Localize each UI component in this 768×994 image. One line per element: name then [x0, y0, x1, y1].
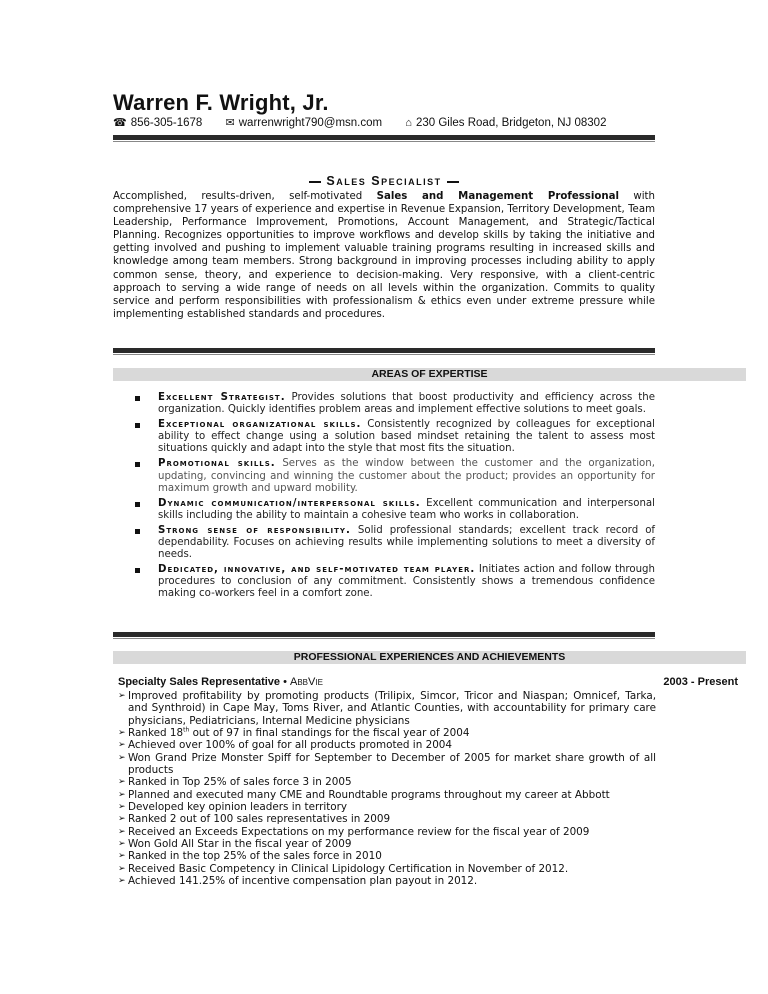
expertise-item: Excellent Strategist. Provides solutions that boost productivity and efficiency across the organization. Quickly identifies problem areas and implement effective solutions to meet goals. — [113, 392, 655, 416]
arrow-bullet-icon: ➢ — [118, 752, 126, 763]
company-name: AbbVie — [290, 676, 323, 688]
title-dash-right — [447, 181, 459, 183]
arrow-bullet-icon: ➢ — [118, 876, 126, 887]
phone-number: 856-305-1678 — [130, 117, 203, 129]
list-item: ➢ Ranked 18th out of 97 in final standings for the fiscal year of 2004 — [118, 726, 470, 740]
list-item: ➢ Planned and executed many CME and Roundtable programs throughout my career at Abbott — [118, 788, 610, 801]
candidate-name: Warren F. Wright, Jr. — [113, 90, 329, 115]
list-item: ➢ Achieved 141.25% of incentive compensation plan payout in 2012. — [118, 875, 478, 888]
phone-icon: ☎ — [113, 117, 127, 129]
list-item: ➢ Ranked in Top 25% of sales force 3 in 2005 — [118, 776, 352, 789]
list-item: ➢ Received an Exceeds Expectations on my performance review for the fiscal year of 2009 — [118, 825, 590, 838]
arrow-bullet-icon: ➢ — [118, 789, 126, 800]
expertise-item: Strong sense of responsibility. Solid professional standards; excellent track record of dependability. Focuses on achieving results while implementing solutions to meet a diversity of needs. — [113, 525, 655, 561]
job-title: Specialty Sales Representative — [118, 676, 281, 688]
title-dash-left — [309, 181, 321, 183]
list-item: ➢ Improved profitability by promoting products (Trilipix, Simcor, Tricor and Niaspan; Omnicef, Tarka, and Synthroid) in Cape May, Toms River, and Atlantic Counties, with accountability for primary care physicians, Pediatricians, Internal Medicine physicians — [118, 690, 656, 727]
list-item: ➢ Received Basic Competency in Clinical Lipidology Certification in November of 2012. — [118, 862, 569, 875]
list-item: ➢ Ranked 2 out of 100 sales representatives in 2009 — [118, 813, 391, 826]
job-dates: 2003 - Present — [663, 676, 738, 688]
street-address: 230 Giles Road, Bridgeton, NJ 08302 — [415, 117, 607, 129]
arrow-bullet-icon: ➢ — [118, 691, 126, 701]
expertise-item: Dedicated, innovative, and self-motivated team player. Initiates action and follow through procedures to conclusion of any commitment. Consistently shows a tremendous confidence making co-workers feel in a comfort zone. — [113, 564, 655, 600]
bullet-square-icon — [135, 568, 140, 573]
list-item: ➢ Achieved over 100% of goal for all products promoted in 2004 — [118, 739, 453, 752]
arrow-bullet-icon: ➢ — [118, 802, 126, 813]
bullet-square-icon — [135, 529, 140, 534]
job-header: Specialty Sales Representative • AbbVie 2003 - Present — [118, 676, 738, 688]
arrow-bullet-icon: ➢ — [118, 863, 126, 874]
home-icon: ⌂ — [405, 117, 412, 129]
expertise-item: Exceptional organizational skills. Consistently recognized by colleagues for exceptional ability to effect change using a solution based mindset retaining the talent to assess most situations quickly and adapt into the style that most fits the situation. — [113, 419, 655, 455]
expertise-list — [113, 392, 655, 604]
section-rule — [113, 348, 655, 353]
header-rule — [113, 135, 655, 140]
arrow-bullet-icon: ➢ — [118, 777, 126, 788]
bullet-square-icon — [135, 396, 140, 401]
arrow-bullet-icon: ➢ — [118, 740, 126, 751]
professional-summary: Accomplished, results-driven, self-motivated Sales and Management Professional with comprehensive 17 years of experience and expertise in Revenue Expansion, Territory Development, Team Leadership, Performance Improvement, Promotions, Account Management, and Strategic/Tactical Planning. Recognizes opportunities to improve workflows and develop skills by taking the initiative and getting involved and pushing to implement valuable training programs resulting in increased skills and knowledge among team members. Strong background in improving processes including ability to apply common sense, theory, and experience to decision-making. Very responsive, with a client-centric approach to serving a wide range of needs on all levels within the organization. Commits to quality service and perform responsibilities with professionalism & ethics even under extreme pressure while implementing established standards and procedures. — [113, 191, 655, 320]
expertise-item: Promotional skills. Serves as the window between the customer and the organization, updating, convincing and winning the customer about the product; provides an opportunity for maximum growth and upward mobility. — [113, 458, 655, 494]
arrow-bullet-icon: ➢ — [118, 826, 126, 837]
email-address: warrenwright790@msn.com — [238, 117, 383, 129]
list-item: ➢ Won Gold All Star in the fiscal year of 2009 — [118, 838, 352, 851]
section-rule-thin — [113, 638, 655, 639]
section-rule-thin — [113, 354, 655, 355]
expertise-item: Dynamic communication/interpersonal skills. Excellent communication and interpersonal skills including the ability to maintain a cohesive team who works in collaboration. — [113, 498, 655, 522]
contact-line — [113, 116, 626, 129]
bullet-square-icon — [135, 502, 140, 507]
envelope-icon: ✉ — [225, 117, 235, 129]
arrow-bullet-icon: ➢ — [118, 839, 126, 850]
list-item: ➢ Won Grand Prize Monster Spiff for September to December of 2005 for market share growth of all products — [118, 751, 656, 777]
bullet-square-icon — [135, 423, 140, 428]
objective-title: Sales Specialist — [0, 174, 768, 188]
section-rule — [113, 632, 655, 637]
arrow-bullet-icon: ➢ — [118, 851, 126, 862]
experience-heading: PROFESSIONAL EXPERIENCES AND ACHIEVEMENTS — [113, 651, 746, 664]
expertise-heading: AREAS OF EXPERTISE — [113, 368, 746, 381]
list-item: ➢ Ranked in the top 25% of the sales force in 2010 — [118, 850, 382, 863]
bullet-square-icon — [135, 462, 140, 467]
header-rule-thin — [113, 141, 655, 142]
achievements-list — [118, 690, 656, 888]
arrow-bullet-icon: ➢ — [118, 814, 126, 825]
arrow-bullet-icon: ➢ — [118, 728, 126, 739]
list-item: ➢ Developed key opinion leaders in territory — [118, 801, 348, 814]
